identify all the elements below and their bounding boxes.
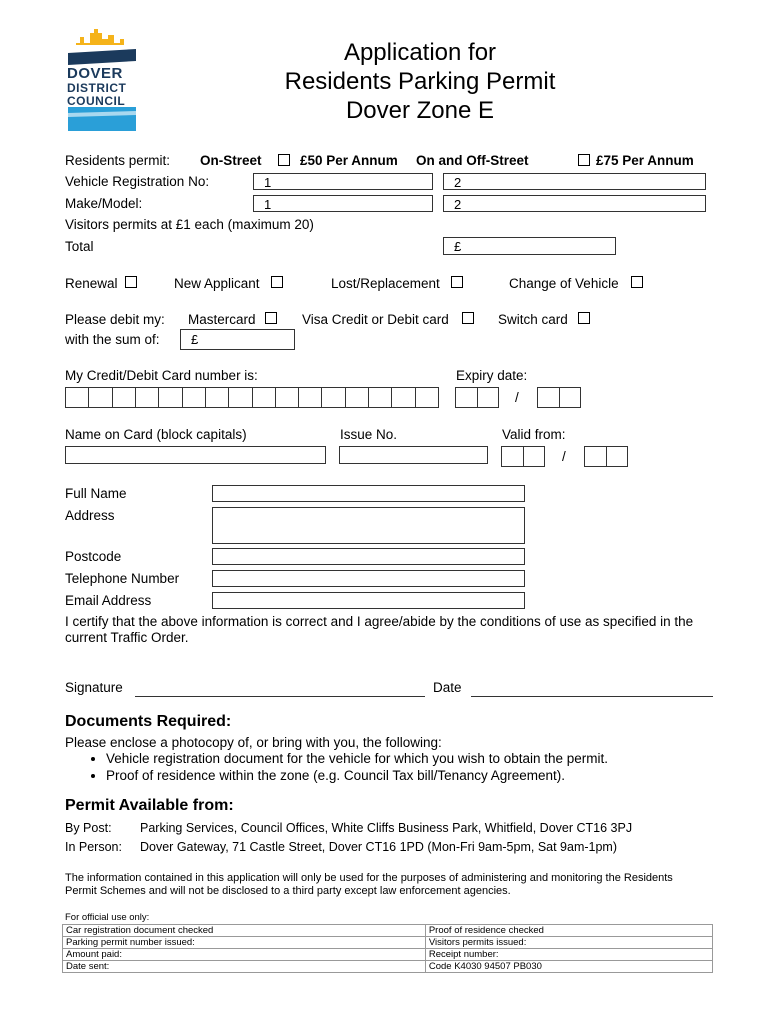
debit-label: Please debit my: [65, 312, 165, 327]
page-title-line3: Dover Zone E [345, 97, 495, 124]
table-row [63, 937, 713, 949]
issue-no-input[interactable] [339, 446, 488, 464]
change-vehicle-label: Change of Vehicle [509, 276, 619, 291]
total-currency: £ [454, 239, 462, 254]
valid-cell[interactable] [524, 447, 545, 466]
by-post-value: Parking Services, Council Offices, White Cliffs Business Park, Whitfield, Dover CT16 3PJ [140, 821, 633, 835]
expiry-slash: / [515, 390, 519, 405]
total-label: Total [65, 239, 94, 254]
card-digit-cell[interactable] [136, 388, 159, 407]
renewal-checkbox[interactable] [125, 276, 137, 288]
switch-checkbox[interactable] [578, 312, 590, 324]
card-digit-cell[interactable] [369, 388, 392, 407]
mastercard-checkbox[interactable] [265, 312, 277, 324]
visa-label: Visa Credit or Debit card [302, 312, 449, 327]
card-number-input[interactable] [65, 387, 439, 408]
card-number-label: My Credit/Debit Card number is: [65, 368, 258, 383]
in-person-value: Dover Gateway, 71 Castle Street, Dover CT16 1PD (Mon-Fri 9am-5pm, Sat 9am-1pm) [140, 840, 618, 854]
card-digit-cell[interactable] [89, 388, 112, 407]
available-heading: Permit Available from: [65, 797, 234, 814]
on-off-street-checkbox[interactable] [578, 154, 590, 166]
name-on-card-input[interactable] [65, 446, 326, 464]
vehicle-reg-label: Vehicle Registration No: [65, 174, 210, 189]
new-applicant-checkbox[interactable] [271, 276, 283, 288]
by-post-label: By Post: [65, 821, 112, 835]
card-digit-cell[interactable] [276, 388, 299, 407]
table-cell: Car registration document checked [63, 925, 426, 937]
table-cell: Code K4030 94507 PB030 [425, 961, 712, 973]
card-digit-cell[interactable] [66, 388, 89, 407]
full-name-label: Full Name [65, 486, 127, 501]
documents-intro: Please enclose a photocopy of, or bring with you, the following: [65, 735, 442, 750]
change-vehicle-checkbox[interactable] [631, 276, 643, 288]
privacy-notice: The information contained in this application will only be used for the purposes of administering and monitoring the Residents Permit Schemes and will not be disclosed to a third party except law enforcement agencies. [65, 872, 673, 897]
card-digit-cell[interactable] [206, 388, 229, 407]
logo-text-dover: DOVER [67, 65, 123, 82]
page-title-line1: Application for [343, 39, 497, 66]
expiry-year-input[interactable] [537, 387, 581, 408]
lost-replacement-checkbox[interactable] [451, 276, 463, 288]
valid-cell[interactable] [502, 447, 524, 466]
card-digit-cell[interactable] [392, 388, 415, 407]
make-model-index-1: 1 [264, 197, 272, 212]
lost-replacement-label: Lost/Replacement [331, 276, 440, 291]
signature-line[interactable] [135, 696, 425, 697]
make-model-input-2[interactable] [443, 195, 706, 212]
card-digit-cell[interactable] [322, 388, 345, 407]
renewal-label: Renewal [65, 276, 118, 291]
logo-text-district: DISTRICT [67, 81, 127, 95]
card-digit-cell[interactable] [229, 388, 252, 407]
permit-label: Residents permit: [65, 153, 171, 168]
sum-label: with the sum of: [65, 332, 160, 347]
card-digit-cell[interactable] [416, 388, 438, 407]
signature-label: Signature [65, 680, 123, 695]
telephone-label: Telephone Number [65, 571, 180, 586]
table-row [63, 925, 713, 937]
card-digit-cell[interactable] [159, 388, 182, 407]
address-input[interactable] [212, 507, 525, 544]
expiry-cell[interactable] [478, 388, 499, 407]
table-cell: Proof of residence checked [425, 925, 712, 937]
mastercard-label: Mastercard [188, 312, 256, 327]
valid-from-month-input[interactable] [501, 446, 545, 467]
postcode-input[interactable] [212, 548, 525, 565]
card-digit-cell[interactable] [113, 388, 136, 407]
make-model-index-2: 2 [454, 197, 462, 212]
date-label: Date [433, 680, 462, 695]
vehicle-reg-input-1[interactable] [253, 173, 433, 190]
date-line[interactable] [471, 696, 713, 697]
name-on-card-label: Name on Card (block capitals) [65, 427, 247, 442]
visa-checkbox[interactable] [462, 312, 474, 324]
on-street-label: On-Street [200, 153, 262, 168]
page-title-line2: Residents Parking Permit [284, 68, 556, 95]
list-item: • Vehicle registration document for the vehicle for which you wish to obtain the permit. [106, 750, 608, 767]
make-model-label: Make/Model: [65, 196, 143, 211]
valid-from-label: Valid from: [502, 427, 566, 442]
certify-text: I certify that the above information is correct and I agree/abide by the conditions of use as specified in the current Traffic Order. [65, 614, 694, 645]
vehicle-reg-index-1: 1 [264, 175, 272, 190]
on-street-price: £50 Per Annum [300, 153, 398, 168]
expiry-label: Expiry date: [456, 368, 528, 383]
expiry-cell[interactable] [538, 388, 560, 407]
visitors-permits-label: Visitors permits at £1 each (maximum 20) [65, 217, 314, 232]
table-cell: Receipt number: [425, 949, 712, 961]
documents-heading: Documents Required: [65, 713, 232, 730]
council-logo [66, 27, 138, 133]
vehicle-reg-index-2: 2 [454, 175, 462, 190]
table-row [63, 961, 713, 973]
table-cell: Visitors permits issued: [425, 937, 712, 949]
card-digit-cell[interactable] [183, 388, 206, 407]
official-use-table [62, 924, 713, 973]
expiry-cell[interactable] [456, 388, 478, 407]
valid-cell[interactable] [607, 447, 628, 466]
on-off-street-price: £75 Per Annum [596, 153, 694, 168]
issue-no-label: Issue No. [340, 427, 398, 442]
documents-list [68, 750, 608, 784]
total-input[interactable] [443, 237, 616, 255]
logo-text-council: COUNCIL [67, 94, 126, 108]
card-digit-cell[interactable] [253, 388, 276, 407]
table-cell: Parking permit number issued: [63, 937, 426, 949]
sum-currency: £ [191, 332, 199, 347]
list-item: • Proof of residence within the zone (e.g. Council Tax bill/Tenancy Agreement). [106, 767, 608, 784]
email-input[interactable] [212, 592, 525, 609]
expiry-month-input[interactable] [455, 387, 499, 408]
switch-label: Switch card [498, 312, 568, 327]
valid-cell[interactable] [585, 447, 607, 466]
card-digit-cell[interactable] [299, 388, 322, 407]
table-cell: Date sent: [63, 961, 426, 973]
telephone-input[interactable] [212, 570, 525, 587]
new-applicant-label: New Applicant [174, 276, 260, 291]
card-digit-cell[interactable] [346, 388, 369, 407]
valid-from-slash: / [562, 449, 566, 464]
on-street-checkbox[interactable] [278, 154, 290, 166]
official-use-heading: For official use only: [65, 912, 150, 923]
vehicle-reg-input-2[interactable] [443, 173, 706, 190]
on-off-street-label: On and Off-Street [416, 153, 529, 168]
in-person-label: In Person: [65, 840, 122, 854]
full-name-input[interactable] [212, 485, 525, 502]
table-cell: Amount paid: [63, 949, 426, 961]
postcode-label: Postcode [65, 549, 122, 564]
table-row [63, 949, 713, 961]
email-label: Email Address [65, 593, 152, 608]
address-label: Address [65, 508, 115, 523]
sum-input[interactable] [180, 329, 295, 350]
make-model-input-1[interactable] [253, 195, 433, 212]
valid-from-year-input[interactable] [584, 446, 628, 467]
expiry-cell[interactable] [560, 388, 581, 407]
